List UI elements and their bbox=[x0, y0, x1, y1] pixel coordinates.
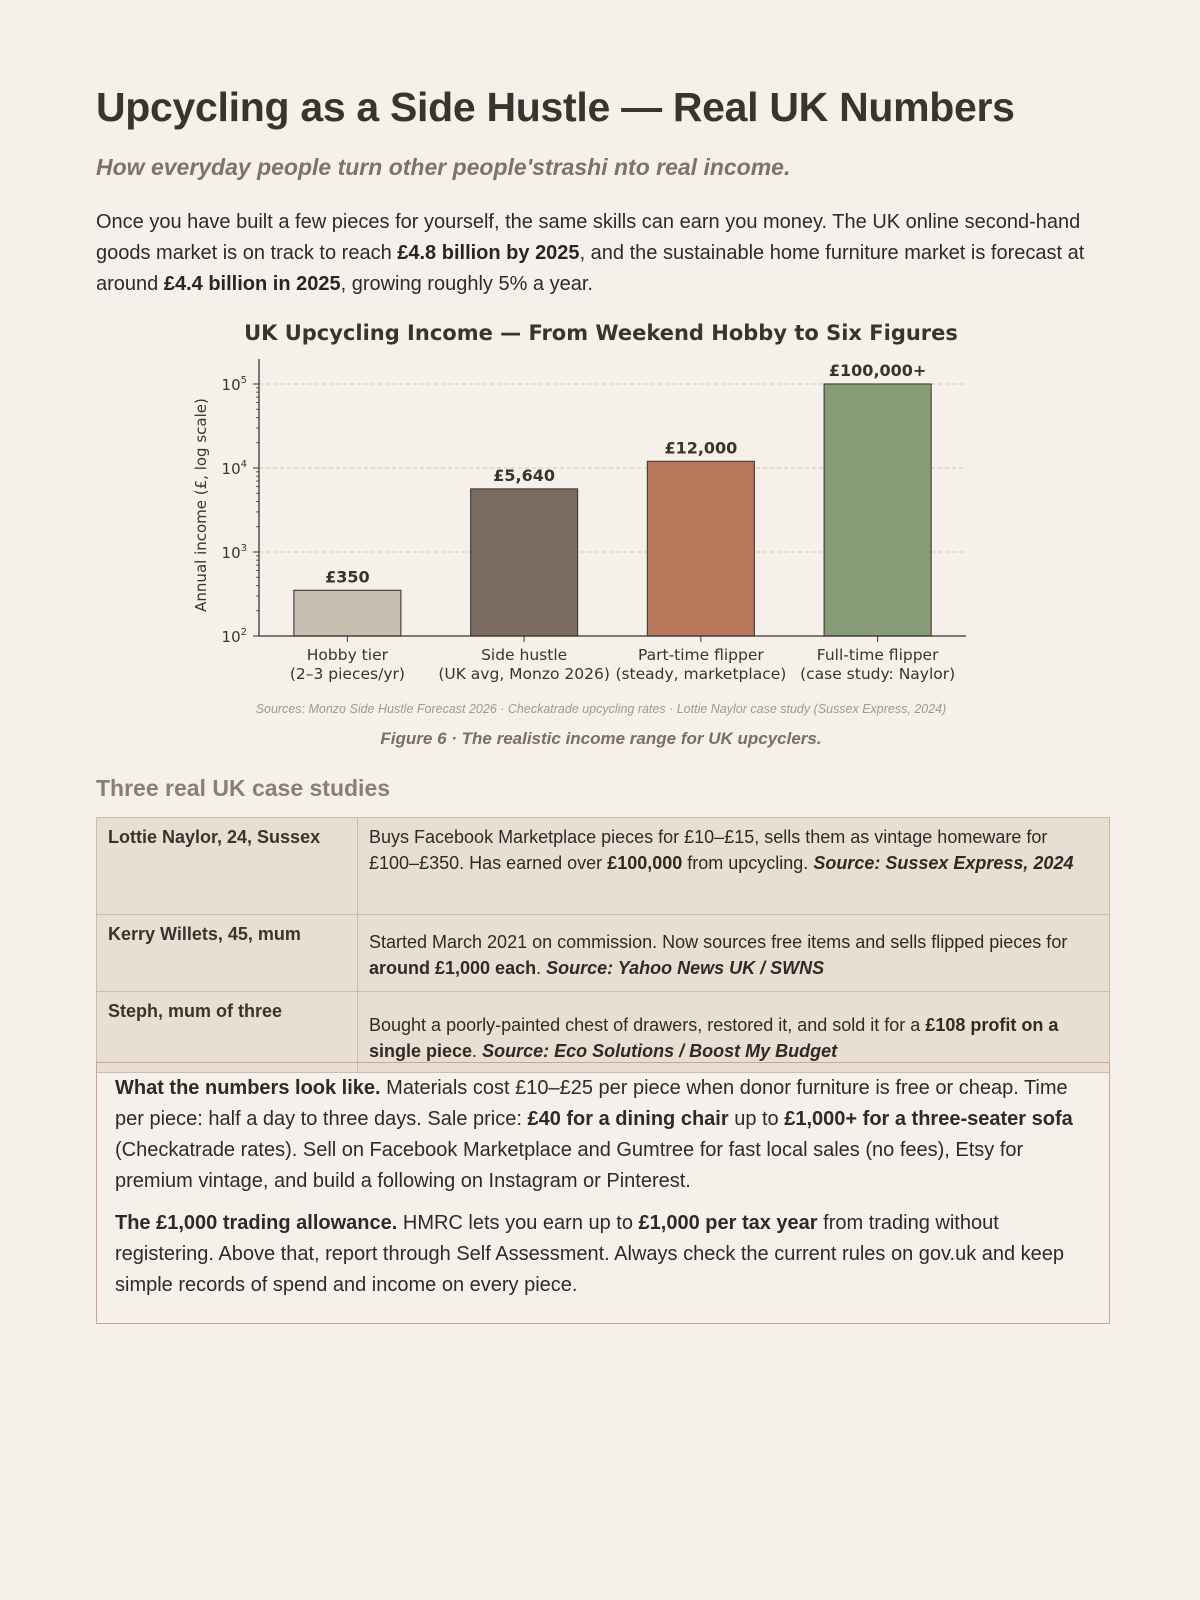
intro-text-3: , growing roughly 5% a year. bbox=[340, 273, 593, 295]
callout-paragraph-allowance bbox=[115, 1208, 1091, 1301]
income-chart bbox=[96, 316, 1110, 766]
callout-highlight: £1,000+ for a three-seater sofa bbox=[784, 1108, 1073, 1130]
x-tick-label: Hobby tier bbox=[306, 646, 388, 664]
case-description bbox=[358, 818, 1110, 915]
case-studies-table bbox=[96, 817, 1110, 1073]
callout-highlight: £1,000 per tax year bbox=[638, 1212, 818, 1234]
x-tick-label: Side hustle bbox=[481, 646, 568, 664]
callout-text: (Checkatrade rates). Sell on Facebook Marketplace and Gumtree for fast local sales (no fees), Etsy for premium vintage, and build a following on Instagram or Pinterest. bbox=[115, 1139, 1024, 1192]
numbers-callout bbox=[96, 1062, 1110, 1324]
bar-value-label: £12,000 bbox=[664, 438, 738, 458]
bar bbox=[824, 384, 931, 636]
x-tick-label: Part-time flipper bbox=[637, 646, 764, 664]
income-chart-svg bbox=[96, 316, 1110, 686]
case-text: . bbox=[472, 1041, 483, 1061]
case-highlight: £100,000 bbox=[607, 853, 683, 873]
case-person: Steph, mum of three bbox=[97, 992, 358, 1073]
case-studies-heading: Three real UK case studies bbox=[96, 775, 391, 801]
y-tick-label: $10^2$ bbox=[221, 627, 247, 646]
case-source: Source: Sussex Express, 2024 bbox=[813, 853, 1074, 873]
case-description bbox=[358, 915, 1110, 992]
table-row bbox=[97, 818, 1110, 915]
callout-lead: What the numbers look like. bbox=[115, 1077, 381, 1099]
bar bbox=[471, 489, 578, 636]
case-text: from upcycling. bbox=[682, 853, 814, 873]
page-title: Upcycling as a Side Hustle — Real UK Numbers bbox=[96, 84, 1015, 130]
intro-text-2: , and the sustainable home furniture market is forecast at around bbox=[96, 242, 1085, 295]
x-tick-label: (steady, marketplace) bbox=[615, 665, 787, 683]
chart-sources: Sources: Monzo Side Hustle Forecast 2026 · Checkatrade upcycling rates · Lottie Naylor case study (Sussex Express, 2024) bbox=[255, 702, 947, 716]
callout-highlight: £40 for a dining chair bbox=[527, 1108, 729, 1130]
bar bbox=[294, 590, 401, 636]
bar-value-label: £100,000+ bbox=[828, 361, 927, 380]
page-subtitle: How everyday people turn other people'strashi nto real income. bbox=[96, 154, 791, 180]
x-tick-label: (case study: Naylor) bbox=[800, 665, 956, 683]
x-tick-label: (UK avg, Monzo 2026) bbox=[438, 665, 610, 683]
callout-paragraph-numbers bbox=[115, 1073, 1091, 1197]
case-text: Started March 2021 on commission. Now sources free items and sells flipped pieces for bbox=[369, 932, 1068, 952]
y-tick-label: $10^4$ bbox=[221, 459, 247, 478]
callout-lead: The £1,000 trading allowance. bbox=[115, 1212, 398, 1234]
table-row bbox=[97, 992, 1110, 1073]
callout-text: HMRC lets you earn up to bbox=[397, 1212, 639, 1234]
x-tick-label: Full-time flipper bbox=[816, 646, 939, 664]
case-text: Bought a poorly-painted chest of drawers, restored it, and sold it for a bbox=[369, 1015, 926, 1035]
y-tick-label: $10^5$ bbox=[221, 375, 247, 394]
bar-value-label: £350 bbox=[325, 567, 370, 587]
bar bbox=[647, 461, 754, 636]
intro-highlight-1: £4.8 billion by 2025 bbox=[397, 242, 580, 264]
case-text: . bbox=[536, 958, 547, 978]
callout-text: up to bbox=[728, 1108, 785, 1130]
intro-highlight-2: £4.4 billion in 2025 bbox=[163, 273, 341, 295]
table-row bbox=[97, 915, 1110, 992]
callout-text: from trading without registering. Above that, report through Self Assessment. Always check the current rules on gov.uk and keep simple records of spend and income on every piece. bbox=[115, 1212, 1065, 1296]
figure-caption: Figure 6 · The realistic income range for UK upcyclers. bbox=[380, 729, 822, 748]
case-source: Source: Yahoo News UK / SWNS bbox=[546, 958, 825, 978]
case-person: Lottie Naylor, 24, Sussex bbox=[97, 818, 358, 915]
case-text: Buys Facebook Marketplace pieces for £10–£15, sells them as vintage homeware for £100–£350. Has earned over bbox=[369, 827, 1048, 873]
x-tick-label: (2–3 pieces/yr) bbox=[289, 665, 405, 683]
callout-text: Materials cost £10–£25 per piece when donor furniture is free or cheap. Time per piece: half a day to three days. Sale price: bbox=[115, 1077, 1068, 1130]
case-source: Source: Eco Solutions / Boost My Budget bbox=[482, 1041, 838, 1061]
intro-paragraph bbox=[96, 207, 1116, 300]
chart-title: UK Upcycling Income — From Weekend Hobby to Six Figures bbox=[244, 321, 958, 345]
y-axis-label: Annual income (£, log scale) bbox=[192, 398, 210, 612]
case-highlight: around £1,000 each bbox=[369, 958, 537, 978]
bar-value-label: £5,640 bbox=[493, 465, 555, 485]
case-description bbox=[358, 992, 1110, 1073]
intro-text-1: Once you have built a few pieces for yourself, the same skills can earn you money. The UK online second-hand goods market is on track to reach bbox=[96, 211, 1081, 264]
case-person: Kerry Willets, 45, mum bbox=[97, 915, 358, 992]
case-highlight: £108 profit on a single piece bbox=[369, 1015, 1059, 1061]
y-tick-label: $10^3$ bbox=[221, 543, 247, 562]
